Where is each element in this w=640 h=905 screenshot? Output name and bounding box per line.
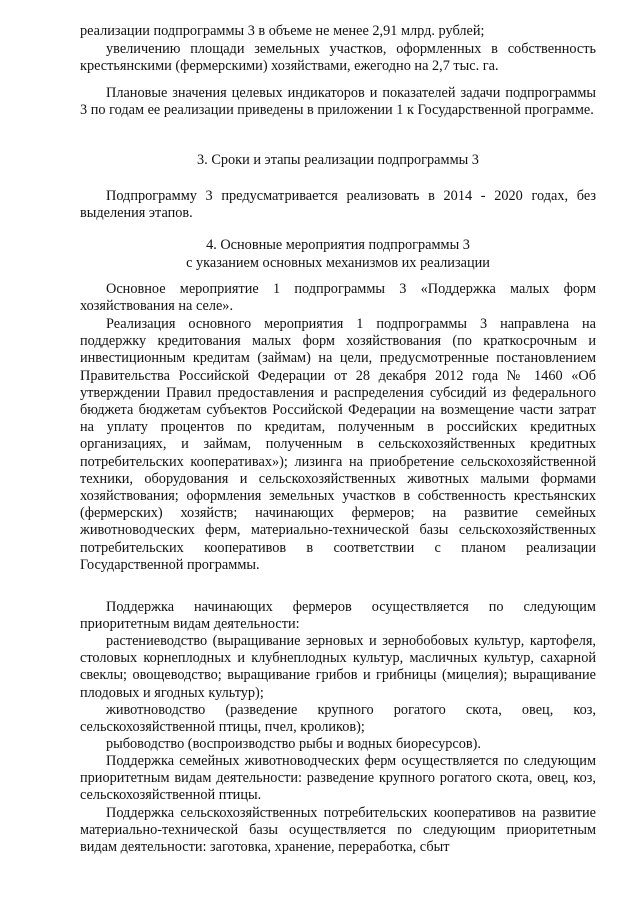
paragraph-funding: реализации подпрограммы 3 в объеме не менее 2,91 млрд. рублей; [80,23,485,39]
paragraph-land-area: увеличению площади земельных участков, оформленных в собственность крестьянскими (фермерскими) хозяйствами, ежегодно на 2,7 тыс. га. [80,41,596,75]
paragraph-crop-farming: растениеводство (выращивание зерновых и зернобобовых культур, картофеля, столовых корнеплодных и клубнеплодных культур, масличных культур, сахарной свеклы; овощеводство; выращивание грибов и грибницы (мицелия); выращивание плодовых и ягодных культур); [80,633,596,701]
section-4-heading-line1: 4. Основные мероприятия подпрограммы 3 [206,237,470,253]
paragraph-animal-husbandry: животноводство (разведение крупного рогатого скота, овец, коз, сельскохозяйственной птицы, пчел, кроликов); [80,702,596,736]
section-4-heading-line2: с указанием основных механизмов их реализации [186,255,490,271]
paragraph-family-farms: Поддержка семейных животноводческих ферм осуществляется по следующим приоритетным видам деятельности: разведение крупного рогатого скота, овец, коз, сельскохозяйственной птицы. [80,753,596,804]
section-3-heading: 3. Сроки и этапы реализации подпрограммы 3 [197,152,479,168]
paragraph-main-activity: Основное мероприятие 1 подпрограммы 3 «Поддержка малых форм хозяйствования на селе». [80,281,596,315]
paragraph-timeline: Подпрограмму 3 предусматривается реализовать в 2014 - 2020 годах, без выделения этапов. [80,188,596,222]
paragraph-indicators: Плановые значения целевых индикаторов и показателей задачи подпрограммы 3 по годам ее реализации приведены в приложении 1 к Государственной программе. [80,85,596,119]
paragraph-implementation: Реализация основного мероприятия 1 подпрограммы 3 направлена на поддержку кредитования малых форм хозяйствования (по краткосрочным и инвестиционным кредитам (займам) на цели, предусмотренные постановлением Правительства Российской Федерации от 28 декабря 2012 года № 1460 «Об утверждении Правил предоставления и распределения субсидий из федерального бюджета бюджетам субъектов Российской Федерации на возмещение части затрат на уплату процентов по кредитам, полученным в российских кредитных организациях, и займам, полученным в сельскохозяйственных кредитных потребительских кооперативах»); лизинга на приобретение сельскохозяйственной техники, оборудования и сельскохозяйственных животных малыми формами хозяйствования; оформления земельных участков в собственность крестьянских (фермерских) хозяйств; начинающих фермеров; на развитие семейных животноводческих ферм, материально-технической базы сельскохозяйственных потребительских кооперативов в соответствии с планом реализации Государственной программы. [80,316,596,573]
paragraph-beginning-farmers: Поддержка начинающих фермеров осуществляется по следующим приоритетным видам деятельности: [80,599,596,633]
paragraph-fish-farming: рыбоводство (воспроизводство рыбы и водных биоресурсов). [106,736,481,752]
paragraph-cooperatives: Поддержка сельскохозяйственных потребительских кооперативов на развитие материально-технической базы осуществляется по следующим приоритетным видам деятельности: заготовка, хранение, переработка, сбыт [80,805,596,856]
